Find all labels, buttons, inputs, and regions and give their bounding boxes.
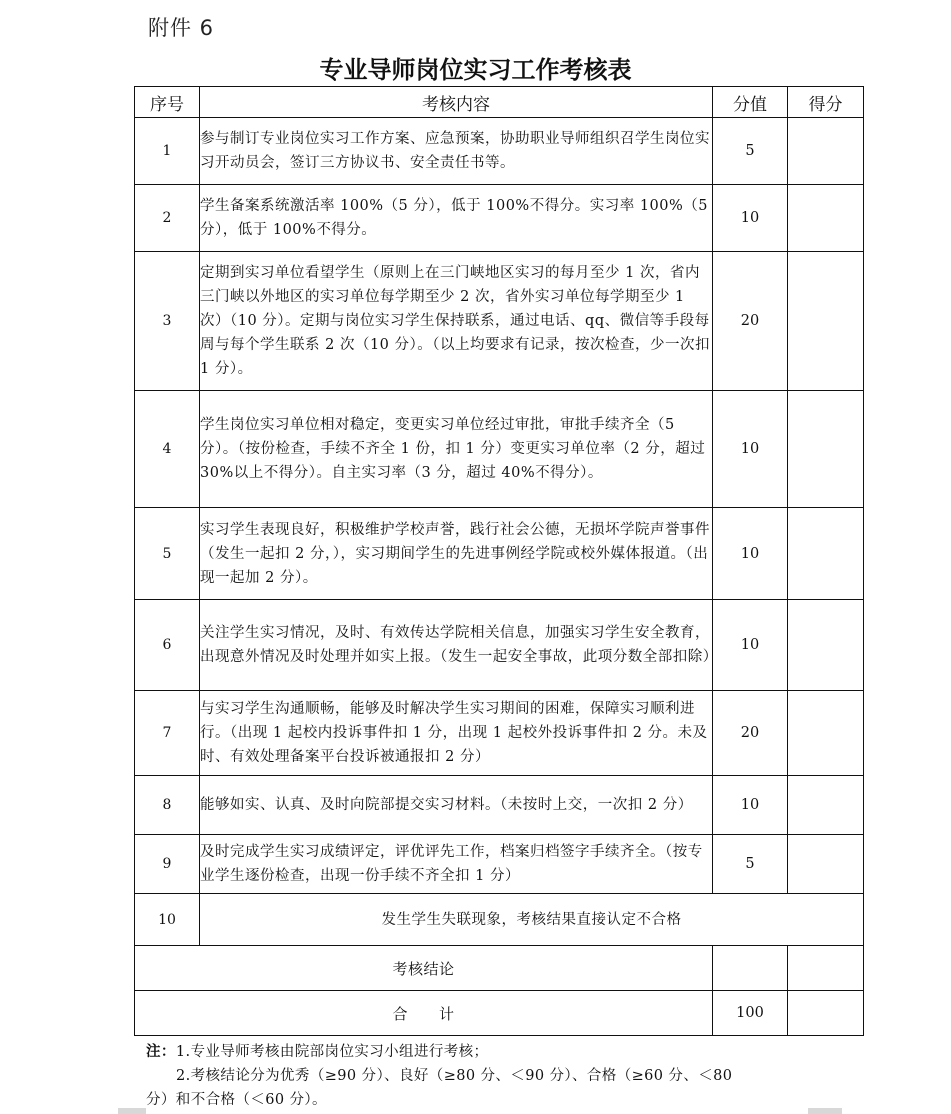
- notes-block: [146, 1040, 826, 1112]
- table-row: [135, 391, 864, 508]
- header-seq: 序号: [135, 87, 200, 118]
- table-row: [135, 600, 864, 691]
- note-2: 2.考核结论分为优秀（≥90 分）、良好（≥80 分、＜90 分）、合格（≥60 分、＜80: [176, 1068, 733, 1084]
- row-score: 20: [713, 691, 788, 776]
- total-value: 100: [713, 991, 788, 1036]
- header-got: 得分: [788, 87, 864, 118]
- row-content: 能够如实、认真、及时向院部提交实习材料。（未按时上交，一次扣 2 分）: [200, 776, 713, 835]
- row-score: 10: [713, 776, 788, 835]
- row-got[interactable]: [788, 835, 864, 894]
- note-1: 1.专业导师考核由院部岗位实习小组进行考核；: [175, 1044, 489, 1060]
- row-score: 20: [713, 252, 788, 391]
- row-content: 关注学生实习情况，及时、有效传达学院相关信息，加强实习学生安全教育，出现意外情况及时处理并如实上报。（发生一起安全事故，此项分数全部扣除）: [200, 600, 713, 691]
- total-got-cell[interactable]: [788, 991, 864, 1036]
- attachment-label: 附件 6: [148, 16, 215, 40]
- total-row: [135, 991, 864, 1036]
- table-row: [135, 252, 864, 391]
- row-content: 参与制订专业岗位实习工作方案、应急预案，协助职业导师组织召学生岗位实习开动员会，签订三方协议书、安全责任书等。: [200, 118, 713, 185]
- row-content: 与实习学生沟通顺畅，能够及时解决学生实习期间的困难，保障实习顺利进行。（出现 1 起校内投诉事件扣 1 分，出现 1 起校外投诉事件扣 2 分。未及时、有效处理备案平台投诉被通报扣 2 分）: [200, 691, 713, 776]
- row-got[interactable]: [788, 508, 864, 600]
- total-label: 合 计: [135, 991, 713, 1036]
- row-content: 学生岗位实习单位相对稳定，变更实习单位经过审批，审批手续齐全（5 分）。（按份检查，手续不齐全 1 份，扣 1 分）变更实习单位率（2 分，超过 30%以上不得分）。自主实习率（3 分，超过 40%不得分）。: [200, 391, 713, 508]
- row-got[interactable]: [788, 185, 864, 252]
- row-got[interactable]: [788, 252, 864, 391]
- page-edge-mark-left: [118, 1108, 146, 1114]
- row-got[interactable]: [788, 600, 864, 691]
- assessment-table: [134, 86, 864, 1036]
- conclusion-label: 考核结论: [135, 946, 713, 991]
- notes-prefix: 注：: [146, 1044, 176, 1060]
- conclusion-got-cell[interactable]: [788, 946, 864, 991]
- row-seq: 6: [135, 600, 200, 691]
- row-content: 定期到实习单位看望学生（原则上在三门峡地区实习的每月至少 1 次，省内三门峡以外地区的实习单位每学期至少 2 次，省外实习单位每学期至少 1 次）（10 分）。定期与岗位实习学生保持联系，通过电话、qq、微信等手段每周与每个学生联系 2 次（10 分）。（以上均要求有记录，按次检查，少一次扣 1 分）。: [200, 252, 713, 391]
- table-row: [135, 691, 864, 776]
- row-seq: 2: [135, 185, 200, 252]
- row-seq: 4: [135, 391, 200, 508]
- document-title: 专业导师岗位实习工作考核表: [319, 56, 632, 84]
- row-got[interactable]: [788, 691, 864, 776]
- row-got[interactable]: [788, 391, 864, 508]
- row-score: 10: [713, 185, 788, 252]
- row-score: 10: [713, 600, 788, 691]
- row-seq: 10: [135, 894, 200, 946]
- header-content: 考核内容: [200, 87, 713, 118]
- table-row-10: [135, 894, 864, 946]
- row-content: 实习学生表现良好，积极维护学校声誉，践行社会公德，无损坏学院声誉事件（发生一起扣 2 分，），实习期间学生的先进事例经学院或校外媒体报道。（出现一起加 2 分）。: [200, 508, 713, 600]
- row-score: 5: [713, 835, 788, 894]
- row-score: 10: [713, 391, 788, 508]
- row-seq: 7: [135, 691, 200, 776]
- table-row: [135, 776, 864, 835]
- table-header-row: [135, 87, 864, 118]
- row-got[interactable]: [788, 776, 864, 835]
- conclusion-row: [135, 946, 864, 991]
- row-content-fail-rule: 发生学生失联现象，考核结果直接认定不合格: [200, 894, 864, 946]
- row-score: 5: [713, 118, 788, 185]
- conclusion-score-cell[interactable]: [713, 946, 788, 991]
- row-seq: 1: [135, 118, 200, 185]
- row-score: 10: [713, 508, 788, 600]
- note-line-1: [146, 1040, 826, 1064]
- row-content: 学生备案系统激活率 100%（5 分），低于 100%不得分。实习率 100%（5 分），低于 100%不得分。: [200, 185, 713, 252]
- row-seq: 5: [135, 508, 200, 600]
- row-seq: 3: [135, 252, 200, 391]
- table-row: [135, 508, 864, 600]
- row-seq: 9: [135, 835, 200, 894]
- table-row: [135, 835, 864, 894]
- header-score: 分值: [713, 87, 788, 118]
- row-got[interactable]: [788, 118, 864, 185]
- row-seq: 8: [135, 776, 200, 835]
- table-row: [135, 185, 864, 252]
- page-edge-mark-right: [808, 1108, 842, 1114]
- row-content: 及时完成学生实习成绩评定，评优评先工作，档案归档签字手续齐全。（按专业学生逐份检查，出现一份手续不齐全扣 1 分）: [200, 835, 713, 894]
- note-2-continuation: 分）和不合格（＜60 分）。: [146, 1092, 327, 1108]
- table-row: [135, 118, 864, 185]
